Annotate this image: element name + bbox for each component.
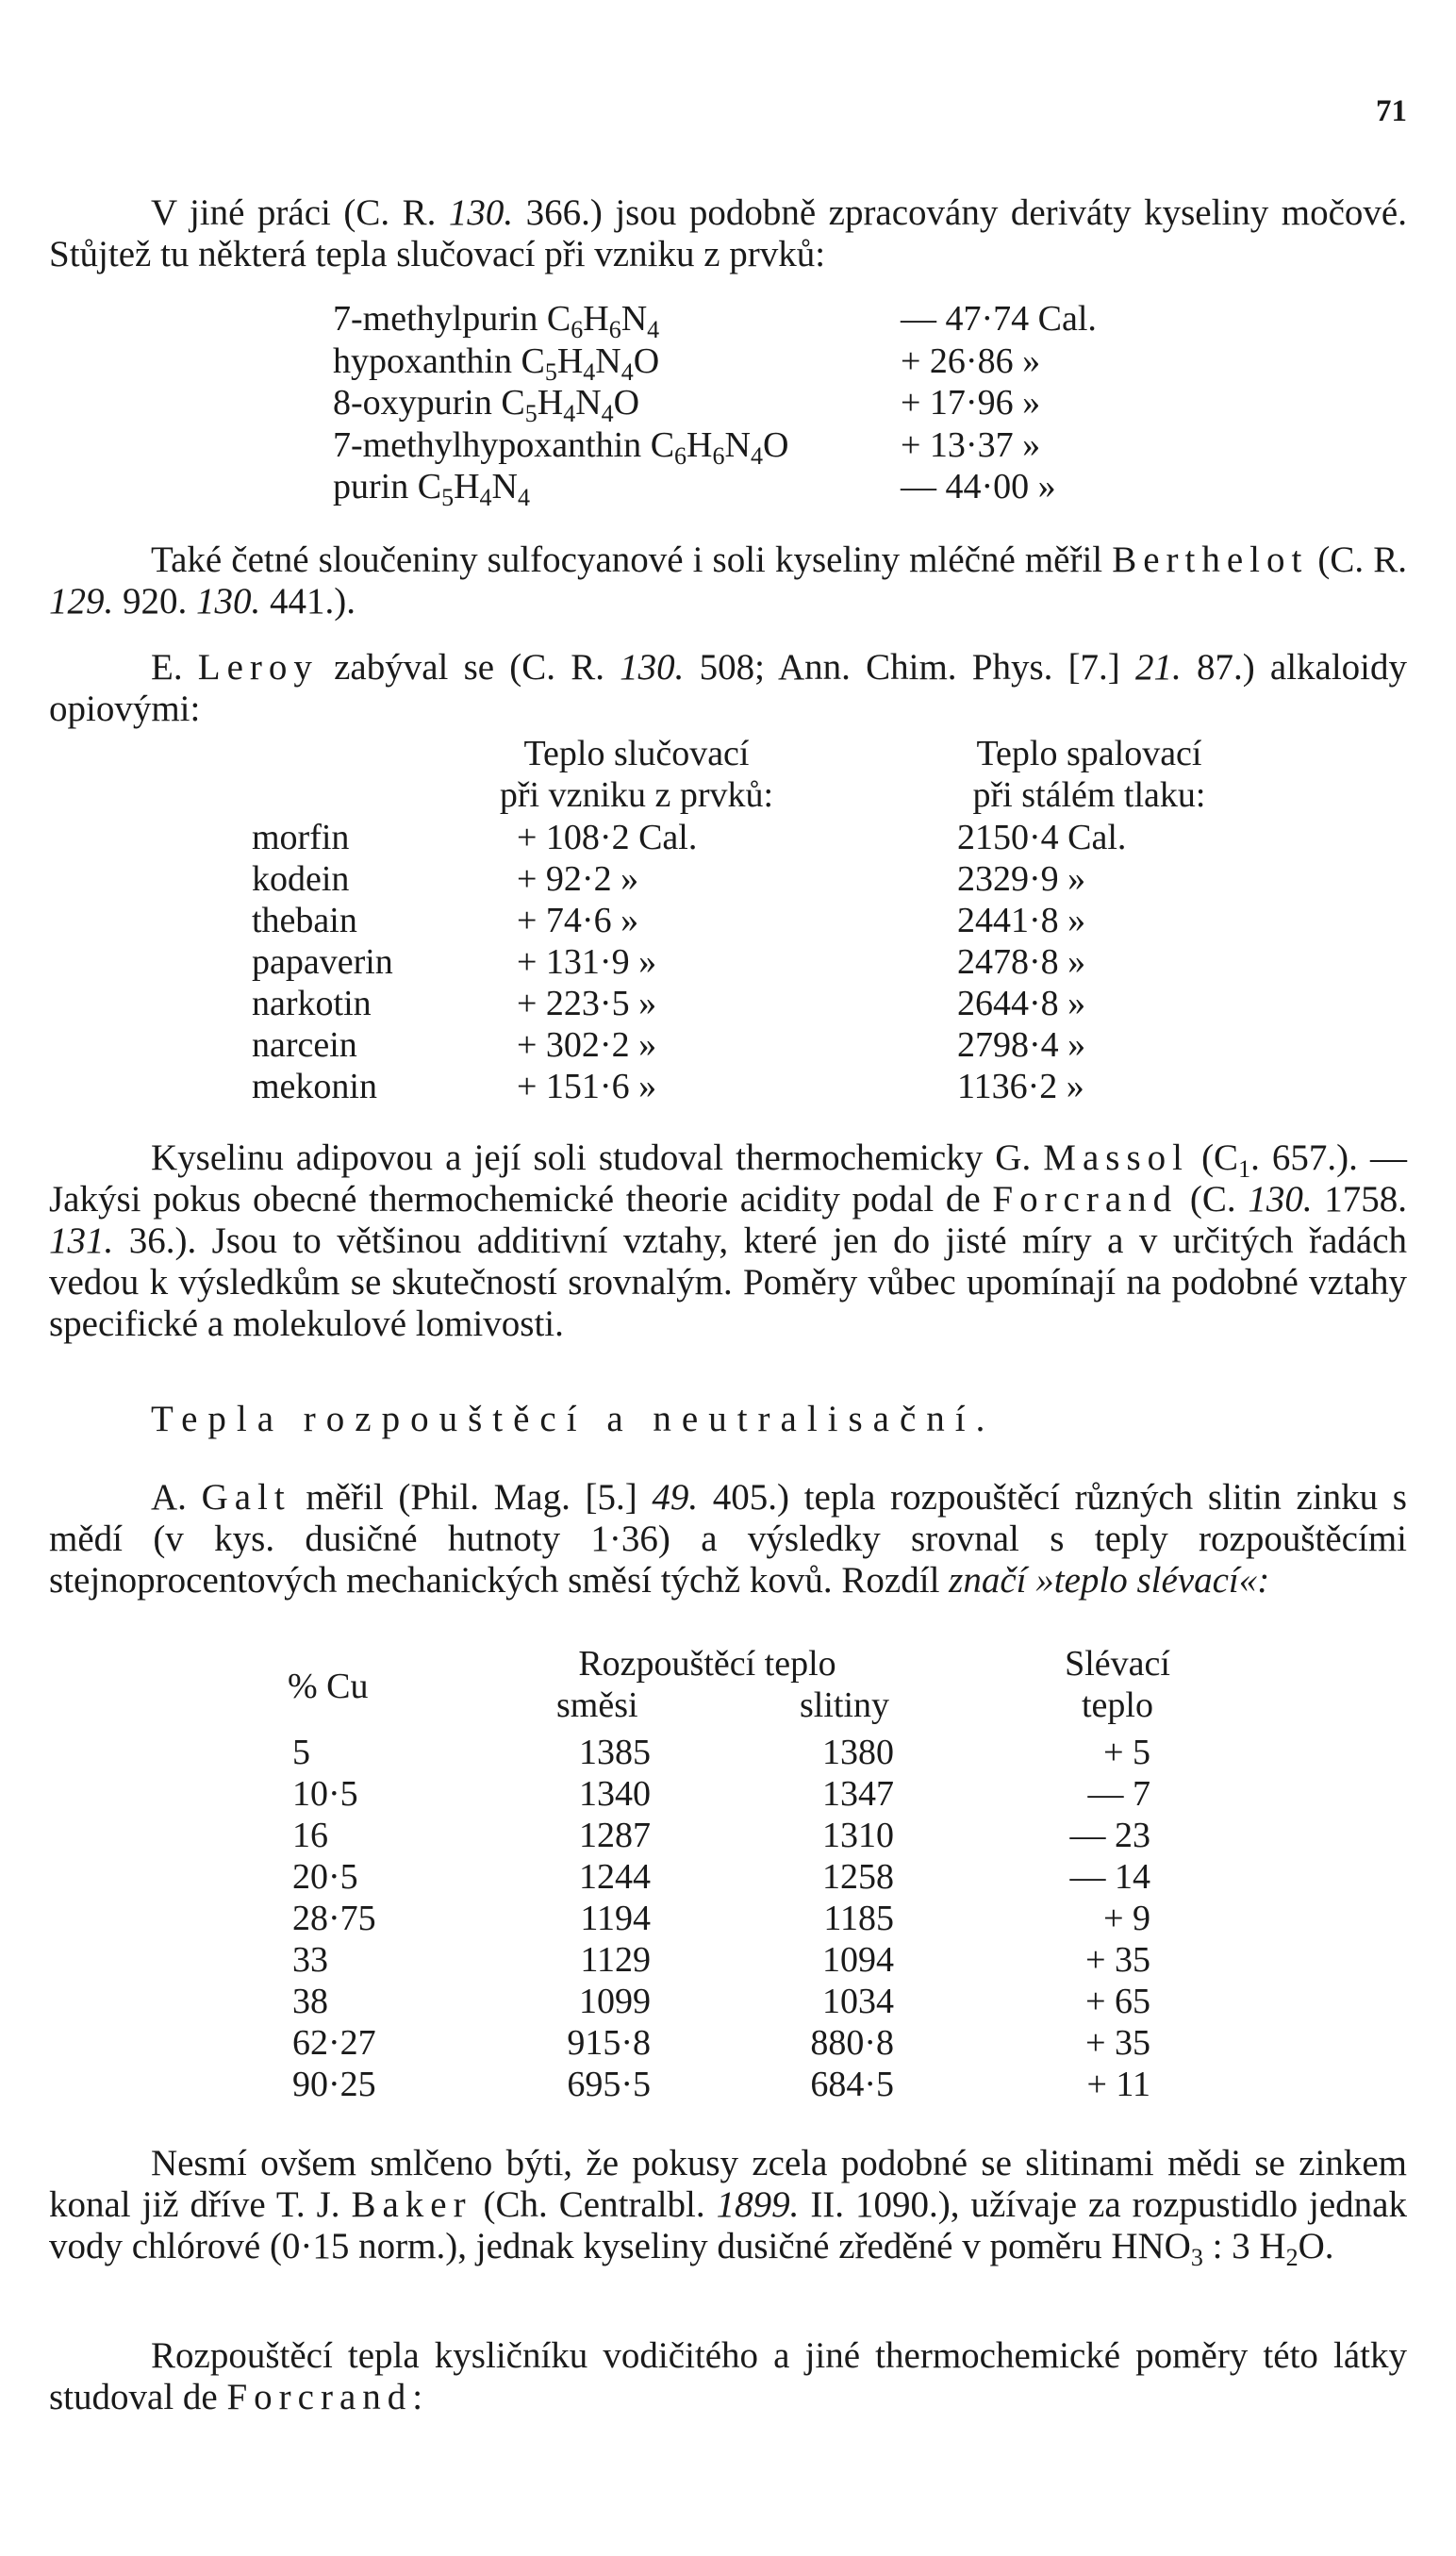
formula-subscript: 4 [601,400,614,427]
header-line: teplo [1082,1685,1153,1725]
text: O. [1298,2226,1334,2266]
header-mixture: směsi [556,1685,638,1725]
header-line: Slévací [1065,1644,1170,1684]
alloy-cu-percent: 90·25 [292,2065,376,2104]
formula-subscript: 5 [524,400,538,427]
alloy-cu-percent: 5 [292,1733,310,1772]
formula-element: C [501,383,525,423]
alkaloid-name: papaverin [252,942,393,982]
alkaloid-combustion-heat: 2798·4 » [957,1025,1086,1065]
alloy-cu-percent: 16 [292,1816,328,1855]
header-combustion-heat [901,733,1278,816]
alloy-alloy-heat: 1185 [823,1899,894,1938]
alloy-cu-percent: 33 [292,1940,328,1980]
alkaloid-formation-heat: + 74·6 » [517,901,639,940]
alkaloid-name: kodein [252,859,350,899]
formula-element: N [491,467,518,506]
formula-subscript: 5 [441,484,455,511]
volume: 129. [49,581,114,622]
header-line: při vzniku z prvků: [499,775,774,815]
formation-row [333,466,530,511]
compound-name: 7-methylpurin [333,299,538,339]
alkaloid-combustion-heat: 2644·8 » [957,984,1086,1023]
formula-element: H [537,383,564,423]
volume: 130. [620,647,685,688]
formula-element: H [687,424,713,465]
alloy-alloy-heat: 1034 [822,1982,894,2021]
alloy-casting-heat: + 35 [1085,1940,1150,1980]
author-name: Massol [1043,1137,1189,1178]
text: Rozpouštěcí tepla kysličníku vodičitého a jiné thermochemické poměry této látky studoval de [49,2335,1407,2417]
text: 920. [113,581,196,622]
formula-subscript: 4 [647,316,660,343]
formula-element: C [521,340,545,381]
formula-subscript: 6 [674,441,687,470]
alkaloid-formation-heat: + 223·5 » [517,984,657,1023]
paragraph-galt [49,1477,1407,1602]
volume: 130. [196,581,261,622]
alloy-casting-heat: — 7 [1087,1774,1150,1814]
alloy-casting-heat: + 9 [1103,1899,1150,1938]
alkaloid-formation-heat: + 151·6 » [517,1067,657,1106]
alloy-mixture-heat: 1340 [579,1774,651,1814]
formula-element: N [724,424,751,465]
formula-element: N [575,383,602,423]
alloy-cu-percent: 20·5 [292,1857,358,1897]
alloy-mixture-heat: 1287 [579,1816,651,1855]
compound-name: purin [333,467,409,506]
paragraph-forcrand [49,2335,1407,2418]
alkaloid-formation-heat: + 108·2 Cal. [517,818,698,857]
text: Také četné sloučeniny sulfocyanové i soli kyseliny mléčné měřil [151,539,1113,580]
alkaloid-combustion-heat: 2478·8 » [957,942,1086,982]
text: V jiné práci (C. R. [151,192,449,233]
header-line: Teplo spalovací [976,734,1202,773]
formula-element: H [454,467,480,506]
formula-subscript: 4 [563,400,576,427]
text: 405.) tepla rozpouštěcí různých slitin zinku s mědí (v kys. dusičné hutnoty 1·36) a výsledky srovnal s teply rozpouštěcími stejnoprocentových mechanických směsí týchž kovů. Rozdíl [49,1477,1407,1601]
text: 366.) jsou podobně zpracovány deriváty kyseliny močové. Stůjtež tu některá tepla slučovací při vzniku z prvků: [49,192,1407,274]
formation-value: + 13·37 » [901,424,1041,465]
alloy-casting-heat: + 35 [1085,2023,1150,2063]
author-name: Forcrand [226,2377,413,2417]
alloy-mixture-heat: 1194 [580,1899,651,1938]
compound-name: 7-methylhypoxanthin [333,424,642,465]
alloy-casting-heat: + 65 [1085,1982,1150,2021]
text: 87.) alkaloidy opiovými: [49,647,1408,729]
subscript: 3 [1190,2244,1203,2271]
author-name: Berthelot [1112,539,1309,580]
text: měřil (Phil. Mag. [5.] [290,1477,653,1518]
compound-name: 8-oxypurin [333,383,492,423]
formula-subscript: 5 [544,357,557,386]
alloy-casting-heat: — 14 [1069,1857,1150,1897]
alloy-cu-percent: 38 [292,1982,328,2021]
formula-subscript: 4 [517,484,530,511]
text: značí »teplo slévací«: [949,1560,1270,1601]
formula-subscript: 6 [571,316,584,343]
text: 36.). Jsou to většinou additivní vztahy, které jen do jisté míry a v určitých řadách vedou k výsledkům se skutečností srovnalým. Poměry vůbec upomínají na podobné vztahy specifické a molekulové lomivosti. [49,1220,1407,1344]
header-dissolution-heat: Rozpouštěcí teplo [578,1644,836,1684]
alloy-mixture-heat: 1244 [579,1857,651,1897]
subscript: 2 [1285,2244,1299,2271]
volume: 130. [448,192,514,233]
formula-element: O [633,340,660,381]
text: : 3 H [1202,2226,1286,2266]
header-line: při stálém tlaku: [972,775,1206,815]
alkaloid-combustion-heat: 1136·2 » [957,1067,1084,1106]
alkaloid-formation-heat: + 131·9 » [517,942,657,982]
alloy-alloy-heat: 880·8 [810,2023,894,2063]
text: (C. R. [1308,539,1407,580]
section-heading: Tepla rozpouštěcí a neutralisační. [151,1399,996,1439]
alloy-cu-percent: 10·5 [292,1774,358,1814]
formula-element: C [546,299,571,339]
formation-value: + 26·86 » [901,340,1041,381]
volume: 1899. [716,2184,800,2225]
alloy-cu-percent: 28·75 [292,1899,376,1938]
alkaloid-name: mekonin [252,1067,377,1106]
alkaloid-combustion-heat: 2441·8 » [957,901,1086,940]
alkaloid-name: narcein [252,1025,357,1065]
formula-element: H [556,340,584,381]
alloy-mixture-heat: 1129 [580,1940,651,1980]
text: Kyselinu adipovou a její soli studoval thermochemicky G. [151,1137,1044,1178]
alloy-alloy-heat: 1347 [822,1774,894,1814]
text: Nesmí ovšem smlčeno býti, že pokusy zcela podobné se slitinami mědi se zinkem konal již dříve T. J. [49,2143,1407,2225]
subscript: 1 [1238,1155,1251,1183]
volume: 49. [652,1477,699,1518]
header-percent-cu: % Cu [288,1667,369,1706]
compound-name: hypoxanthin [333,340,512,381]
alkaloid-formation-heat: + 302·2 » [517,1025,657,1065]
alloy-alloy-heat: 1258 [822,1857,894,1897]
formula-subscript: 4 [750,441,763,470]
alkaloid-name: morfin [252,818,350,857]
alkaloid-formation-heat: + 92·2 » [517,859,639,899]
formula-element: O [613,383,640,423]
text: (C. [1178,1179,1249,1220]
formula-subscript: 4 [479,484,492,511]
paragraph-uric-acid-derivatives [49,192,1407,275]
header-casting-heat [1028,1643,1207,1726]
alloy-mixture-heat: 1099 [579,1982,651,2021]
formula-element: H [583,299,609,339]
text: 1758. [1312,1179,1408,1220]
alloy-alloy-heat: 1380 [822,1733,894,1772]
formation-row [333,382,640,427]
alkaloid-combustion-heat: 2150·4 Cal. [957,818,1127,857]
formation-row [333,298,660,343]
paragraph-baker [49,2143,1407,2271]
paragraph-berthelot [49,539,1407,622]
formation-value: — 47·74 Cal. [901,299,1097,339]
text: 441.). [260,581,356,622]
alkaloid-name: narkotin [252,984,372,1023]
alloy-casting-heat: + 11 [1086,2065,1150,2104]
volume: 131. [49,1220,114,1261]
alloy-mixture-heat: 915·8 [567,2023,651,2063]
alloy-mixture-heat: 1385 [579,1733,651,1772]
alkaloid-combustion-heat: 2329·9 » [957,859,1086,899]
paragraph-leroy [49,647,1407,730]
alloy-alloy-heat: 684·5 [810,2065,894,2104]
formation-row [333,424,789,470]
formula-element: O [762,424,789,465]
formula-subscript: 6 [608,316,621,343]
formula-subscript: 6 [712,441,725,470]
formula-element: C [650,424,675,465]
alloy-casting-heat: + 5 [1103,1733,1150,1772]
header-formation-heat [448,733,825,816]
formation-row [333,340,660,386]
formula-element: N [595,340,621,381]
paragraph-massol-forcrand [49,1137,1407,1345]
header-alloy: slitiny [800,1685,890,1725]
author-name: Galt [201,1477,291,1518]
alloy-mixture-heat: 695·5 [567,2065,651,2104]
author-name: Baker [351,2184,472,2225]
formation-value: — 44·00 » [901,467,1056,506]
text: A. [151,1477,202,1518]
author-name: Leroy [197,647,319,688]
text: (Ch. Centralbl. [472,2184,717,2225]
header-line: Teplo slučovací [523,734,750,773]
formula-element: N [620,299,648,339]
alloy-casting-heat: — 23 [1069,1816,1150,1855]
text: . 657.). — Jakýsi pokus obecné thermochemické theorie acidity podal de [49,1137,1407,1220]
alloy-alloy-heat: 1310 [822,1816,894,1855]
formula-element: C [417,467,442,506]
text: zabýval se (C. R. [318,647,620,688]
author-name: Forcrand [992,1179,1179,1220]
text: (C [1188,1137,1239,1178]
alkaloid-name: thebain [252,901,357,940]
page-number: 71 [1376,94,1407,128]
formation-value: + 17·96 » [901,383,1041,423]
formula-subscript: 4 [620,357,634,386]
volume: 21. [1135,647,1182,688]
text: II. 1090.), užívaje za rozpustidlo jednak vody chlórové (0·15 norm.), jednak kyseliny dusičné zředěné v poměru HNO [49,2184,1407,2266]
formula-subscript: 4 [583,357,596,386]
text: : [412,2377,423,2417]
text: 508; Ann. Chim. Phys. [7.] [684,647,1135,688]
alloy-cu-percent: 62·27 [292,2023,376,2063]
volume: 130. [1248,1179,1313,1220]
text: E. [151,647,198,688]
alloy-alloy-heat: 1094 [822,1940,894,1980]
